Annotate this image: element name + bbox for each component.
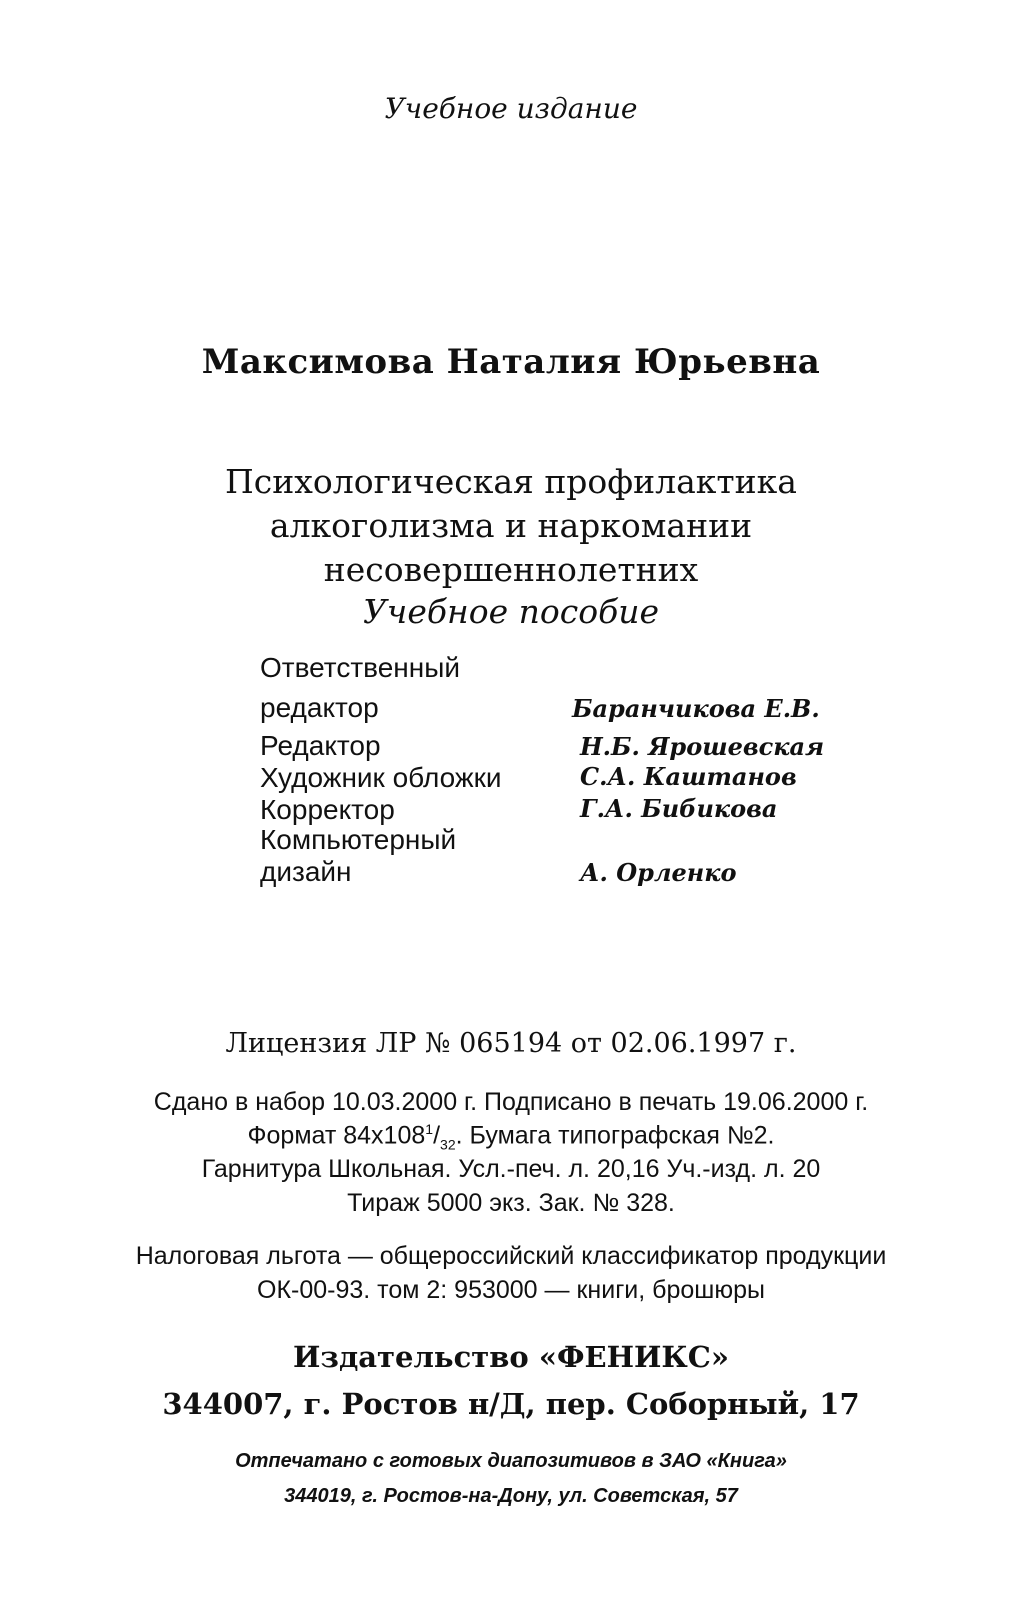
credit-name-editor: Н.Б. Ярошевская (580, 732, 825, 761)
format-suffix: . Бумага типографская №2. (455, 1121, 775, 1150)
credit-role-proofreader: Корректор (260, 794, 395, 825)
printer-line-2: 344019, г. Ростов-на-Дону, ул. Советская, 57 (284, 1485, 738, 1507)
book-title-line-2: алкоголизма и наркомании (269, 506, 753, 545)
print-dates-line: Сдано в набор 10.03.2000 г. Подписано в печать 19.06.2000 г. (153, 1088, 869, 1116)
format-line (0, 1121, 1022, 1152)
tax-benefit-line-1: Налоговая льгота — общероссийский классификатор продукции (135, 1242, 887, 1270)
credit-role-design-1: Компьютерный (260, 824, 457, 855)
credit-name-cover-artist: С.А. Каштанов (580, 762, 797, 791)
tax-benefit-line-2: ОК-00-93. том 2: 953000 — книги, брошюры (257, 1276, 765, 1304)
book-subtitle: Учебное пособие (362, 592, 660, 631)
credit-role-editor: Редактор (260, 730, 381, 761)
credit-role-cover-artist: Художник обложки (260, 762, 502, 793)
credit-name-design: А. Орленко (580, 858, 737, 887)
printer-line-1: Отпечатано с готовых диапозитивов в ЗАО «Книга» (235, 1450, 787, 1472)
edition-type: Учебное издание (384, 92, 638, 125)
author-name: Максимова Наталия Юрьевна (201, 342, 821, 382)
format-sup: 1 (425, 1121, 434, 1137)
license-line: Лицензия ЛР № 065194 от 02.06.1997 г. (225, 1028, 797, 1059)
print-run-line: Тираж 5000 экз. Зак. № 328. (347, 1189, 675, 1217)
format-sub: 32 (440, 1136, 456, 1153)
credit-role-design-2: дизайн (260, 856, 352, 887)
book-title-line-3: несовершеннолетних (323, 550, 699, 589)
credit-name-responsible-editor: Баранчикова Е.В. (572, 694, 820, 723)
book-title-line-1: Психологическая профилактика (225, 462, 797, 501)
credit-role-responsible-editor-2: редактор (260, 692, 379, 723)
format-prefix: Формат 84х108 (247, 1121, 426, 1150)
format-slash: / (433, 1121, 441, 1150)
credit-name-proofreader: Г.А. Бибикова (580, 794, 778, 823)
publisher-address: 344007, г. Ростов н/Д, пер. Соборный, 17 (162, 1387, 860, 1421)
credit-role-responsible-editor-1: Ответственный (260, 652, 460, 683)
typeface-line: Гарнитура Школьная. Усл.-печ. л. 20,16 Уч.-изд. л. 20 (201, 1155, 821, 1183)
publisher-name: Издательство «ФЕНИКС» (293, 1340, 729, 1374)
